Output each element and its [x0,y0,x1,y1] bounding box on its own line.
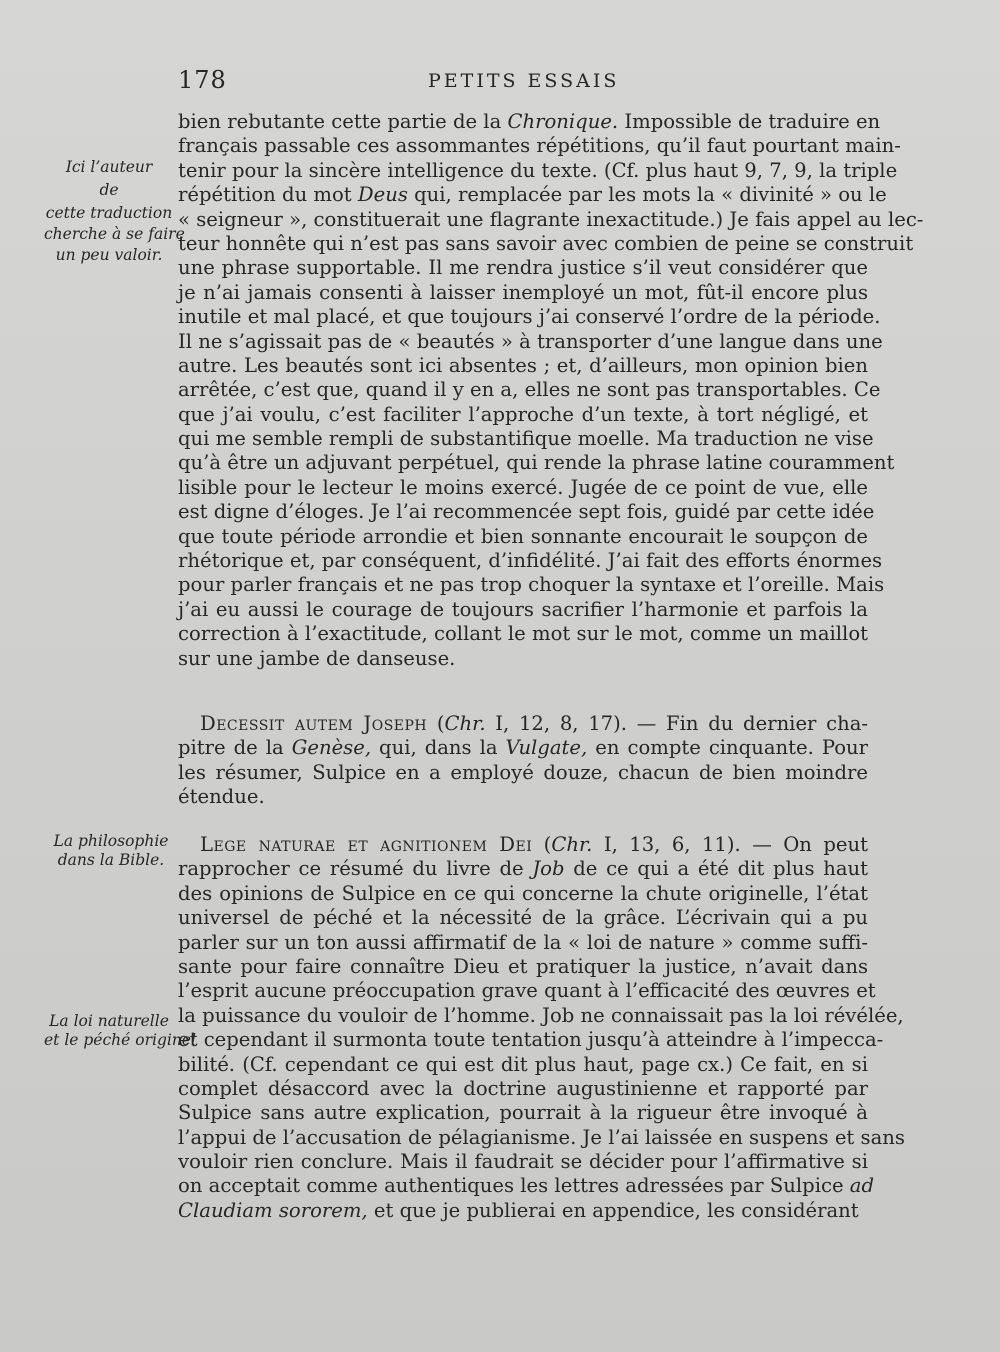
paragraph-translation-note [178,110,924,671]
text-segment: une phrase supportable. Il me rendra justice s’il veut considérer que [178,256,868,280]
text-line [178,857,868,881]
text-segment: qui, dans la [371,736,506,760]
text-line [178,158,898,183]
text-line [178,931,868,955]
text-line [178,712,868,736]
text-segment: sante pour faire connaître Dieu et pratiquer la justice, n’avait dans [178,954,868,978]
text-line [178,1077,868,1101]
text-line [178,305,881,329]
text-segment: parler sur un ton aussi affirmatif de la « loi de nature » comme suffi- [178,930,868,954]
text-line [178,647,868,671]
text-line [178,1150,868,1174]
text-line [178,354,868,378]
text-line [178,403,868,427]
text-segment: lisible pour le lecteur le moins exercé. Jugée de ce point de vue, elle [178,475,868,499]
paragraph-decessit [178,712,868,810]
text-segment: qui, remplacée par les mots la « divinité » ou le [407,183,887,207]
page-header [178,66,868,100]
text-segment: et cependant il surmonta toute tentation jusqu’à atteindre à l’impecca- [178,1028,884,1052]
text-line [178,525,868,549]
text-line [178,1101,868,1125]
text-segment: Il ne s’agissait pas de « beautés » à transporter d’une langue dans une [178,329,883,353]
text-line [178,736,868,760]
text-segment: Genèse, [291,736,372,760]
text-line [178,427,874,451]
text-segment: Chronique [507,110,612,133]
text-segment: les résumer, Sulpice en a employé douze, chacun de bien moindre [178,760,868,784]
text-segment: français passable ces assommantes répétitions, qu’il faut pourtant main- [178,134,901,158]
text-line [178,906,868,930]
text-segment: ( [532,833,552,856]
text-segment: autre. Les beautés sont ici absentes ; et, d’ailleurs, mon opinion bien [178,353,868,377]
text-line [178,573,885,597]
text-segment: en compte cinquante. Pour [587,736,869,760]
text-segment: Chr. [444,712,486,735]
text-segment: pour parler français et ne pas trop choquer la syntaxe et l’oreille. Mais [178,573,885,597]
text-segment: Sulpice sans autre explication, pourrait à la rigueur être invoqué à [178,1101,868,1125]
text-line [178,1125,905,1150]
margin-note-philosophy: La philosophie dans la Bible. [53,832,169,869]
text-segment: des opinions de Sulpice en ce qui concerne la chute originelle, l’état [178,881,868,905]
text-segment: Lege naturae et agnitionem Dei [200,833,533,856]
text-line [178,598,868,622]
text-segment: je n’ai jamais consenti à laisser inemployé un mot, fût-il encore plus [178,280,868,304]
text-line [178,1199,868,1223]
text-segment: sur une jambe de danseuse. [178,646,456,670]
text-line [178,281,868,305]
text-segment: I, 13, 6, 11). — On peut [592,833,868,856]
text-line [178,1028,884,1052]
running-title: PETITS ESSAIS [428,70,620,92]
page-number: 178 [178,66,227,94]
text-segment: rhétorique et, par conséquent, d’infidélité. J’ai fait des efforts énormes [178,549,883,573]
text-segment: pitre de la [178,736,292,760]
text-segment: on acceptait comme authentiques les lettres adressées par Sulpice [178,1174,850,1198]
text-line [178,378,881,402]
text-segment: qui me semble rempli de substantifique moelle. Ma traduction ne vise [178,427,874,451]
text-segment: Claudiam sororem, [178,1198,368,1222]
text-segment: que j’ai voulu, c’est faciliter l’approche d’un texte, à tort négligé, et [178,402,868,426]
text-segment: que toute période arrondie et bien sonnante encourait le soupçon de [178,524,868,548]
text-line [178,451,895,475]
text-segment: de ce qui a été dit plus haut [564,857,869,881]
text-segment: universel de péché et la nécessité de la grâce. L’écrivain qui a pu [178,906,868,930]
text-line [178,882,868,906]
text-segment: bilité. (Cf. cependant ce qui est dit plus haut, page cx.) Ce fait, en si [178,1052,868,1076]
text-line [178,183,887,207]
text-segment: la puissance du vouloir de l’homme. Job ne connaissait pas la loi révélée, [178,1003,904,1027]
text-line [178,256,868,280]
margin-note-author: Ici l’auteur de cette traduction cherche à se faire un peu valoir. [44,158,185,264]
text-line [178,622,868,646]
text-line [178,833,868,857]
text-segment: ad [849,1174,875,1198]
text-segment: Vulgate, [505,736,588,760]
text-segment: et que je publierai en appendice, les considérant [367,1198,859,1222]
text-segment: est digne d’éloges. Je l’ai recommencée sept fois, guidé par cette idée [178,500,875,524]
text-line [178,1053,868,1077]
text-segment: Chr. [551,833,593,856]
text-segment: bien rebutante cette partie de la [178,110,508,133]
text-segment: répétition du mot [178,183,358,207]
text-line [178,329,883,354]
text-line [178,955,868,979]
text-segment: arrêtée, c’est que, quand il y en a, elles ne sont pas transportables. Ce [178,378,881,402]
text-segment: tenir pour la sincère intelligence du texte. (Cf. plus haut 9, 7, 9, la triple [178,158,898,182]
text-segment: l’esprit aucune préoccupation grave quant à l’efficacité des œuvres et [178,979,876,1003]
text-line [178,761,868,785]
text-segment: . Impossible de traduire en [611,110,881,133]
text-segment: inutile et mal placé, et que toujours j’ai conservé l’ordre de la période. [178,305,881,329]
text-segment: Deus [357,183,408,207]
text-segment: correction à l’exactitude, collant le mot sur le mot, comme un maillot [178,622,868,646]
text-line [178,979,876,1003]
text-segment: qu’à être un adjuvant perpétuel, qui rende la phrase latine couramment [178,451,895,475]
text-segment: I, 12, 8, 17). — Fin du dernier cha- [485,712,869,735]
text-line [178,785,868,809]
text-segment: l’appui de l’accusation de pélagianisme. Je l’ai laissée en suspens et sans [178,1125,905,1149]
text-segment: complet désaccord avec la doctrine augustinienne et rapporté par [178,1076,868,1100]
text-line [178,1174,875,1198]
text-segment: étendue. [178,785,265,809]
text-line [178,476,868,500]
text-line [178,110,881,134]
text-segment: rapprocher ce résumé du livre de [178,857,533,881]
text-line [178,1003,904,1028]
margin-note-natural-law: La loi naturelle et le péché originel [44,1012,196,1049]
text-line [178,231,914,256]
text-segment: Decessit autem Joseph [200,712,428,735]
text-line [178,134,901,158]
text-line [178,500,875,524]
text-segment: ( [427,712,445,735]
text-segment: j’ai eu aussi le courage de toujours sacrifier l’harmonie et parfois la [178,597,868,621]
text-line [178,207,924,232]
text-segment: teur honnête qui n’est pas sans savoir avec combien de peine se construit [178,231,914,255]
text-segment: Job [532,857,565,881]
text-segment: « seigneur », constituerait une flagrante inexactitude.) Je fais appel au lec- [178,207,924,231]
paragraph-lege-naturae [178,833,905,1223]
text-line [178,549,883,573]
text-segment: vouloir rien conclure. Mais il faudrait se décider pour l’affirmative si [178,1150,868,1174]
